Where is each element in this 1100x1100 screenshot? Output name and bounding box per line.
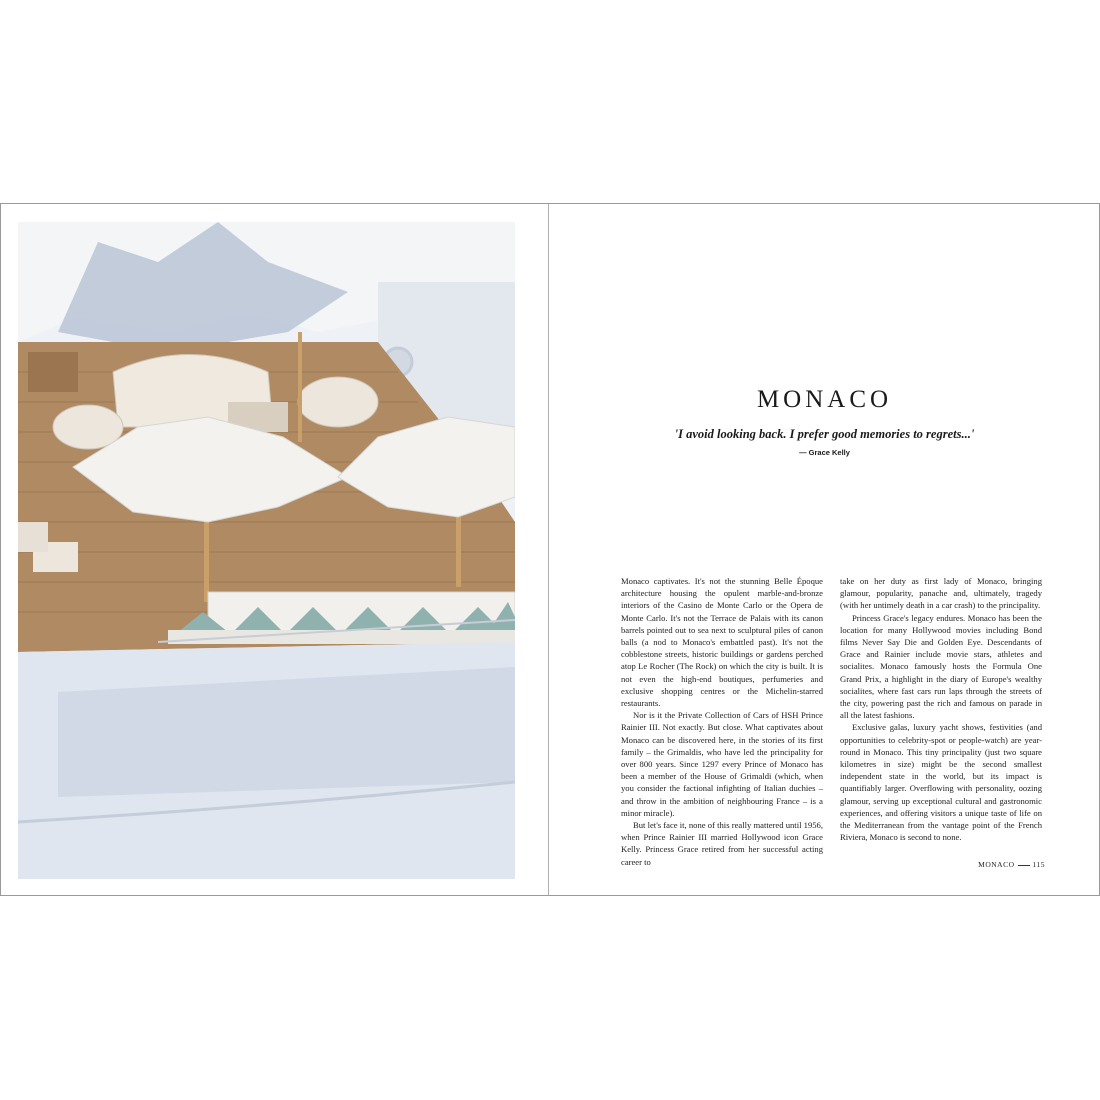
page-title: MONACO [756, 386, 893, 413]
epigraph-attribution: — Grace Kelly [799, 448, 850, 457]
body-column-right [840, 575, 1042, 843]
page-number: 115 [1032, 860, 1045, 869]
yacht-deck-photo [18, 222, 515, 879]
paragraph: Princess Grace's legacy endures. Monaco has been the location for many Hollywood movies including Bond films Never Say Die and Golden Eye. Descendants of Grace and Rainier include movie stars, athletes and socialites. Monaco famously hosts the Formula One Grand Prix, a highlight in the diary of Europe's wealthy socialites, where fast cars run laps through the streets of the city, powering past the rich and famous on parade in all the latest fashions. [840, 612, 1042, 721]
page-folio [978, 860, 1045, 869]
body-column-left [621, 575, 823, 868]
armchair [298, 377, 378, 427]
umbrella-pole [298, 332, 302, 442]
left-page [0, 204, 549, 895]
folio-label: MONACO [978, 860, 1015, 869]
book-spread [0, 203, 1100, 896]
ottoman [18, 522, 48, 552]
paragraph: Nor is it the Private Collection of Cars of HSH Prince Rainier III. Not exactly. But close. What captivates about Monaco can be discovered here, in the stories of its first family – the Grimaldis, who have led the principality for over 800 years. Since 1297 every Prince of Monaco has been a member of the House of Grimaldi (which, when you consider the factional infighting of Italian duchies – and throw in the ambition of neighbouring France – is a minor miracle). [621, 710, 823, 818]
paragraph: Monaco captivates. It's not the stunning Belle Époque architecture housing the opulent marble-and-bronze interiors of the Casino de Monte Carlo or the Opera de Monte Carlo. It's not the Terrace de Palais with its canon barrels pointed out to sea next to sculptural piles of canon balls (a nod to Monaco's embattled past). It's not the cobblestone streets, historic buildings or gardens perched atop Le Rocher (The Rock) on which the city is built. It is not even the high-end boutiques, perfumeries and exclusive shopping centres or the Michelin-starred restaurants. [621, 576, 823, 709]
epigraph-quote: 'I avoid looking back. I prefer good memories to regrets...' [674, 427, 975, 441]
paragraph: But let's face it, none of this really mattered until 1956, when Prince Rainier III married Hollywood icon Grace Kelly. Princess Grace retired from her successful acting career to [621, 820, 823, 867]
folio-dash [1018, 865, 1030, 866]
bench-base [168, 630, 515, 644]
paragraph: Exclusive galas, luxury yacht shows, festivities (and opportunities to celebrity-spot or people-watch) are year-round in Monaco. This tiny principality (just two square kilometres in size) might be the second smallest independent state in the world, but its impact is quantifiably larger. Overflowing with personality, oozing glamour, serving up exceptional cultural and gastronomic experiences, and offering visitors a unique taste of life on the Mediterranean from the vantage point of the French Riviera, Monaco is second to none. [840, 722, 1042, 843]
deck-chair [28, 352, 78, 392]
right-page [549, 204, 1100, 895]
paragraph: take on her duty as first lady of Monaco, bringing glamour, popularity, panache and, ultimately, tragedy (with her untimely death in a car crash) to the principality. [840, 576, 1042, 611]
